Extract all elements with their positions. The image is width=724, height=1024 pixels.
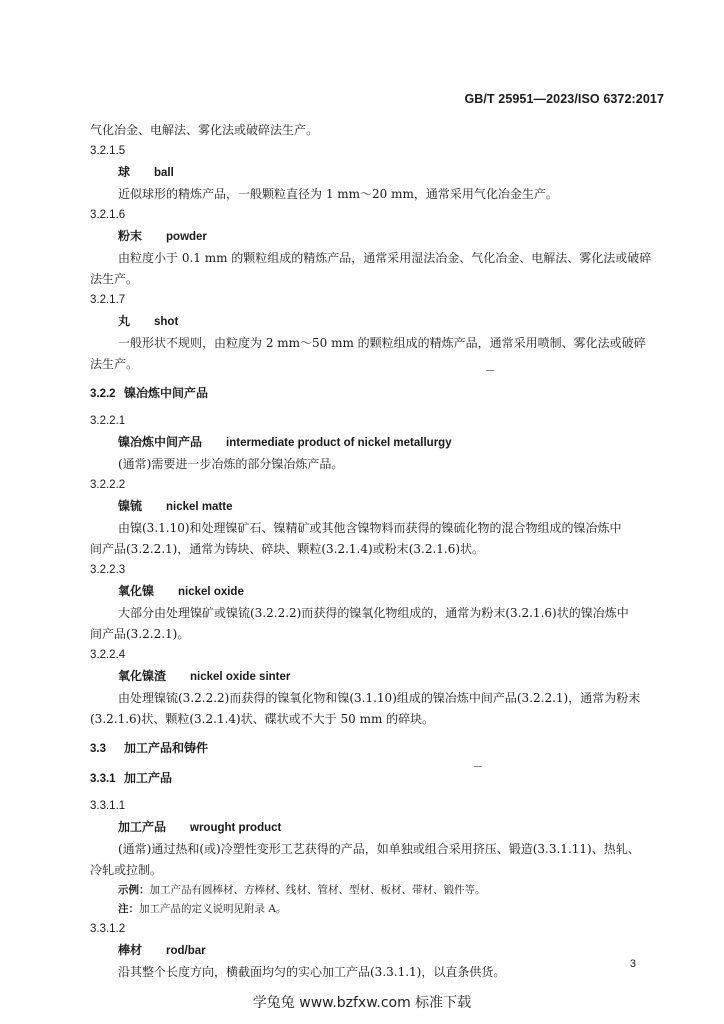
term-en: nickel matte	[166, 501, 233, 513]
section-title: 加工产品	[124, 771, 173, 785]
entry-number: 3.3.1.2	[90, 923, 126, 935]
continued-definition: 气化冶金、电解法、雾化法或破碎法生产。	[90, 123, 319, 137]
example-label: 示例：	[118, 884, 150, 896]
entry-term	[90, 311, 658, 333]
page-number: 3	[629, 958, 636, 970]
definition-line: (3.2.1.6)状、颗粒(3.2.1.4)状、碟状或不大于 50 mm 的碎块。	[90, 712, 435, 726]
entry-term	[90, 226, 658, 248]
entry-definition	[90, 333, 658, 375]
entry-number: 3.2.2.4	[90, 649, 126, 661]
definition-line: 间产品(3.2.2.1)。	[90, 627, 190, 641]
scan-mark	[486, 370, 494, 371]
term-cn: 氧化镍	[118, 584, 155, 598]
term-cn: 球	[118, 165, 131, 179]
section-heading	[90, 738, 658, 760]
entry-term	[90, 496, 658, 518]
document-body	[90, 120, 658, 983]
term-cn: 镍冶炼中间产品	[118, 435, 203, 449]
entry-definition: 近似球形的精炼产品，一般颗粒直径为 1 mm～20 mm，通常采用气化冶金生产。	[118, 187, 558, 201]
entry-number: 3.2.2.1	[90, 415, 126, 427]
entry-number: 3.2.1.7	[90, 294, 126, 306]
term-en: powder	[166, 231, 207, 243]
section-number: 3.3	[90, 743, 106, 755]
definition-line: 由处理镍锍(3.2.2.2)而获得的镍氧化物和镍(3.1.10)组成的镍冶炼中间产品(3.2.2.1)，通常为粉末	[118, 691, 641, 705]
entry-number: 3.3.1.1	[90, 800, 126, 812]
entry-definition	[90, 839, 658, 881]
term-cn: 丸	[118, 314, 131, 328]
example-text: 加工产品有圆棒材、方棒材、线材、管材、型材、板材、带材、锻件等。	[149, 884, 486, 896]
term-cn: 氧化镍渣	[118, 669, 167, 683]
definition-line: 由粒度小于 0.1 mm 的颗粒组成的精炼产品，通常采用湿法冶金、气化冶金、电解法、雾化法或破碎	[118, 251, 652, 265]
term-cn: 加工产品	[118, 820, 167, 834]
entry-term	[90, 162, 658, 184]
definition-line: 大部分由处理镍矿或镍锍(3.2.2.2)而获得的镍氧化物组成的，通常为粉末(3.2.1.6)状的镍冶炼中	[118, 606, 629, 620]
entry-term	[90, 581, 658, 603]
entry-number: 3.2.1.5	[90, 145, 126, 157]
term-en: nickel oxide	[178, 586, 244, 598]
entry-term	[90, 817, 658, 839]
term-en: rod/bar	[166, 945, 206, 957]
term-cn: 镍锍	[118, 499, 143, 513]
entry-number: 3.2.1.6	[90, 209, 126, 221]
note-label: 注：	[118, 903, 139, 915]
entry-definition: (通常)需要进一步冶炼的部分镍冶炼产品。	[118, 457, 344, 471]
entry-term	[90, 940, 658, 962]
section-title: 加工产品和铸件	[124, 741, 209, 755]
term-en: shot	[154, 316, 179, 328]
entry-definition	[90, 518, 658, 560]
definition-line: 法生产。	[90, 272, 139, 286]
scan-mark	[474, 766, 482, 767]
section-title: 镍冶炼中间产品	[124, 386, 209, 400]
note-text: 加工产品的定义说明见附录 A。	[139, 903, 287, 915]
section-number: 3.2.2	[90, 388, 116, 400]
definition-line: 冷轧或拉制。	[90, 863, 163, 877]
section-number: 3.3.1	[90, 773, 116, 785]
entry-number: 3.2.2.2	[90, 479, 126, 491]
definition-line: (通常)通过热和(或)冷塑性变形工艺获得的产品，如单独或组合采用挤压、锻造(3.3.1.11)、热轧、	[118, 842, 640, 856]
entry-definition: 沿其整个长度方向，横截面均匀的实心加工产品(3.3.1.1)，以直条供货。	[118, 965, 506, 979]
section-heading	[90, 383, 658, 405]
section-heading	[90, 768, 658, 790]
watermark-footer: 学兔兔 www.bzfxw.com 标准下载	[252, 995, 472, 1011]
term-en: intermediate product of nickel metallurgy	[226, 437, 452, 449]
definition-line: 一般形状不规则，由粒度为 2 mm～50 mm 的颗粒组成的精炼产品，通常采用喷制、雾化法或破碎	[118, 336, 646, 350]
definition-line: 法生产。	[90, 357, 139, 371]
entry-definition	[90, 603, 658, 645]
standard-code-header: GB/T 25951—2023/ISO 6372:2017	[464, 92, 664, 106]
entry-definition	[90, 688, 658, 730]
term-cn: 粉末	[118, 229, 143, 243]
entry-definition	[90, 248, 658, 290]
example-note	[90, 881, 658, 900]
term-en: ball	[154, 167, 174, 179]
definition-line: 由镍(3.1.10)和处理镍矿石、镍精矿或其他含镍物料而获得的镍硫化物的混合物组成的镍冶炼中	[118, 521, 622, 535]
entry-number: 3.2.2.3	[90, 564, 126, 576]
term-cn: 棒材	[118, 943, 143, 957]
entry-term	[90, 432, 658, 454]
note	[90, 900, 658, 919]
term-en: wrought product	[190, 822, 282, 834]
definition-line: 间产品(3.2.2.1)，通常为铸块、碎块、颗粒(3.2.1.4)或粉末(3.2.1.6)状。	[90, 542, 485, 556]
term-en: nickel oxide sinter	[190, 671, 291, 683]
entry-term	[90, 666, 658, 688]
